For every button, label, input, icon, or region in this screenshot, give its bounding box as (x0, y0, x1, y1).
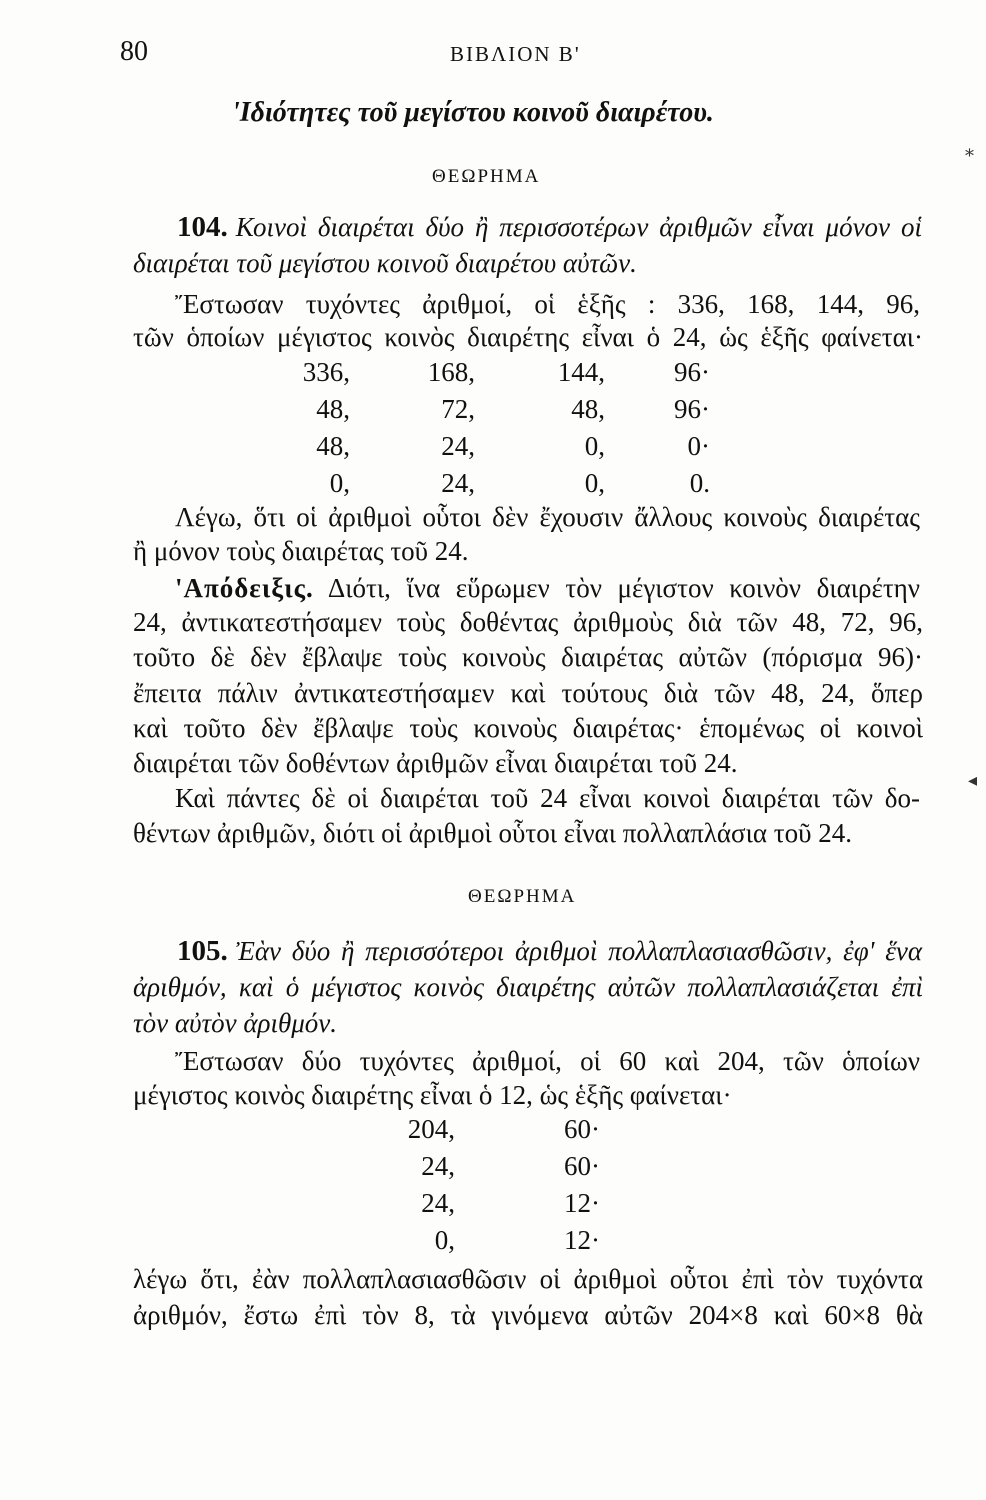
theorem-105-statement-line-2: ἀριθμόν, καὶ ὁ μέγιστος κοινὸς διαιρέτης αὐτῶν πολλαπλασιάζεται ἐπὶ (133, 972, 923, 1002)
section-title: 'Ιδιότητες τοῦ μεγίστου κοινοῦ διαιρέτου. (232, 97, 714, 128)
theorem-104-claim-line-1: Λέγω, ὅτι οἱ ἀριθμοὶ οὗτοι δὲν ἔχουσιν ἄλλους κοινοὺς διαιρέτας (175, 502, 920, 532)
theorem-104-statement-text: Κοινοὶ διαιρέται δύο ἢ περισσοτέρων ἀριθμῶν εἶναι μόνον οἱ (235, 212, 922, 242)
table-cell: 0. (689, 468, 710, 498)
theorem-104-proof-line-7: Καὶ πάντες δὲ οἱ διαιρέται τοῦ 24 εἶναι κοινοὶ διαιρέται τῶν δο- (175, 783, 920, 813)
theorem-104-intro-line-1: Ἔστωσαν τυχόντες ἀριθμοί, οἱ ἑξῆς : 336, 168, 144, 96, (175, 289, 920, 319)
theorem-105-label: ΘΕΩΡΗΜΑ (468, 886, 577, 907)
theorem-105-statement-text: Ἐὰν δύο ἢ περισσότεροι ἀριθμοὶ πολλαπλασιασθῶσιν, ἐφ' ἕνα (235, 936, 922, 966)
table-cell: 96· (674, 357, 710, 387)
scan-mark: ◂ (968, 770, 978, 790)
table-cell: 24, (421, 1188, 455, 1218)
running-title: ΒΙΒΛΙΟΝ Β' (450, 42, 581, 66)
theorem-104-proof-line-6: διαιρέται τῶν δοθέντων ἀριθμῶν εἶναι διαιρέται τοῦ 24. (133, 748, 738, 778)
theorem-104-proof-line-1 (175, 571, 920, 605)
table-cell: 96· (674, 394, 710, 424)
theorem-104-statement-line-2: διαιρέται τοῦ μεγίστου κοινοῦ διαιρέτου αὐτῶν. (133, 248, 637, 278)
table-cell: 48, (571, 394, 605, 424)
table-cell: 60· (564, 1151, 600, 1181)
scan-mark: ⁎ (965, 140, 974, 160)
theorem-105-intro-line-2: μέγιστος κοινὸς διαιρέτης εἶναι ὁ 12, ὡς ἑξῆς φαίνεται· (133, 1080, 732, 1110)
table-cell: 60· (564, 1114, 600, 1144)
table-cell: 0· (687, 431, 710, 461)
table-cell: 336, (302, 357, 350, 387)
theorem-104-intro-line-2: τῶν ὁποίων μέγιστος κοινὸς διαιρέτης εἶναι ὁ 24, ὡς ἑξῆς φαίνεται· (133, 322, 923, 352)
table-cell: 48, (316, 394, 350, 424)
theorem-104-statement-line-1 (177, 210, 922, 244)
theorem-104-label: ΘΕΩΡΗΜΑ (432, 166, 541, 187)
table-cell: 0, (584, 468, 605, 498)
table-cell: 24, (441, 431, 475, 461)
proof-text: Διότι, ἵνα εὕρωμεν τὸν μέγιστον κοινὸν διαιρέτην (313, 573, 920, 603)
table-cell: 0, (584, 431, 605, 461)
theorem-105-intro-line-1: Ἔστωσαν δύο τυχόντες ἀριθμοί, οἱ 60 καὶ 204, τῶν ὁποίων (175, 1046, 920, 1076)
table-cell: 144, (557, 357, 605, 387)
table-cell: 0, (434, 1225, 455, 1255)
theorem-105-claim-line-1: λέγω ὅτι, ἐὰν πολλαπλασιασθῶσιν οἱ ἀριθμοὶ οὗτοι ἐπὶ τὸν τυχόντα (133, 1264, 923, 1294)
theorem-104-proof-line-8: θέντων ἀριθμῶν, διότι οἱ ἀριθμοὶ οὗτοι εἶναι πολλαπλάσια τοῦ 24. (133, 818, 852, 848)
theorem-104-claim-line-2: ἢ μόνον τοὺς διαιρέτας τοῦ 24. (133, 536, 469, 566)
table-cell: 72, (441, 394, 475, 424)
theorem-104-proof-line-3: τοῦτο δὲ δὲν ἔβλαψε τοὺς κοινοὺς διαιρέτας αὐτῶν (πόρισμα 96)· (133, 642, 923, 672)
proof-label: 'Απόδειξις. (175, 573, 314, 603)
table-cell: 12· (564, 1225, 600, 1255)
table-cell: 168, (427, 357, 475, 387)
theorem-104-proof-line-4: ἔπειτα πάλιν ἀντικατεστήσαμεν καὶ τούτους διὰ τῶν 48, 24, ὅπερ (133, 678, 923, 708)
table-cell: 24, (421, 1151, 455, 1181)
theorem-105-statement-line-1 (177, 934, 922, 968)
theorem-104-proof-line-5: καὶ τοῦτο δὲν ἔβλαψε τοὺς κοινοὺς διαιρέτας· ἑπομένως οἱ κοινοὶ (133, 713, 923, 743)
theorem-105-statement-line-3: τὸν αὐτὸν ἀριθμόν. (133, 1008, 338, 1038)
table-cell: 48, (316, 431, 350, 461)
theorem-105-claim-line-2: ἀριθμόν, ἔστω ἐπὶ τὸν 8, τὰ γινόμενα αὐτῶν 204×8 καὶ 60×8 θὰ (133, 1300, 923, 1330)
page-number: 80 (120, 36, 148, 67)
table-cell: 204, (407, 1114, 455, 1144)
table-cell: 12· (564, 1188, 600, 1218)
theorem-104-proof-line-2: 24, ἀντικατεστήσαμεν τοὺς δοθέντας ἀριθμοὺς διὰ τῶν 48, 72, 96, (133, 607, 923, 637)
theorem-105-number: 105. (177, 935, 228, 967)
theorem-104-number: 104. (177, 211, 228, 243)
table-cell: 0, (329, 468, 350, 498)
table-cell: 24, (441, 468, 475, 498)
